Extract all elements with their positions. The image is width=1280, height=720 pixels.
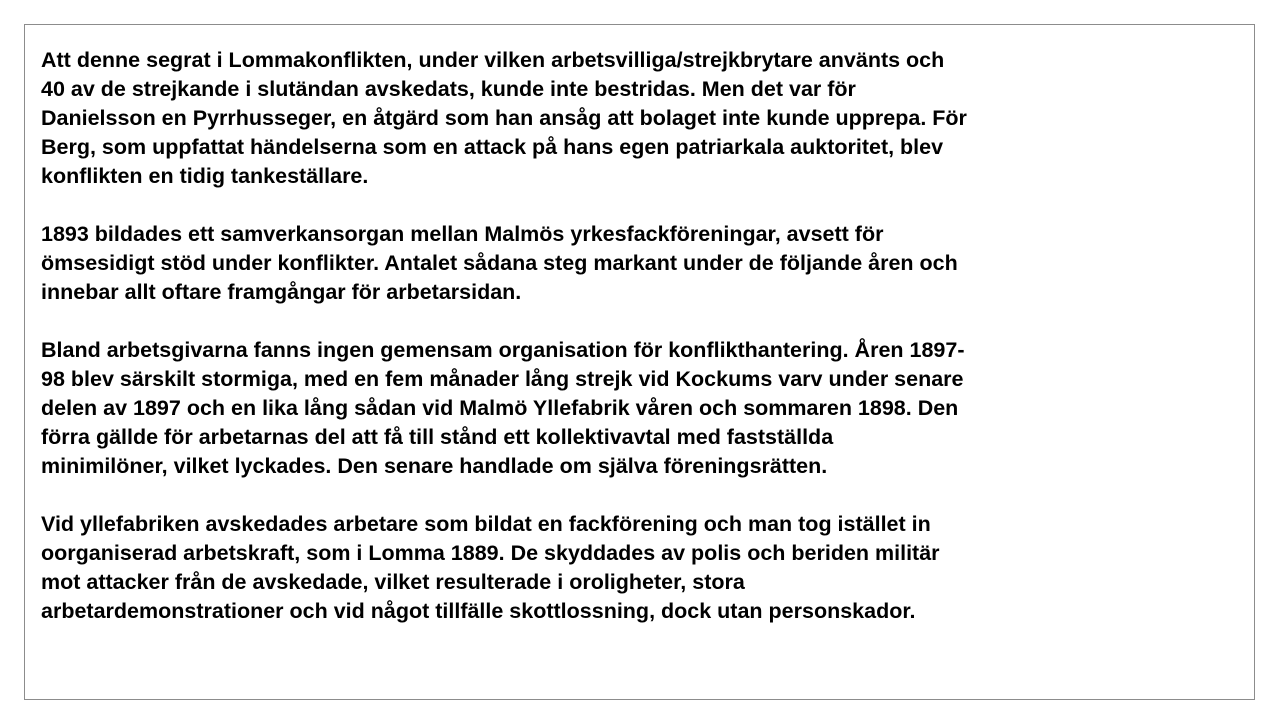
paragraph-line: Danielsson en Pyrrhusseger, en åtgärd som han ansåg att bolaget inte kunde upprepa. För xyxy=(41,106,967,130)
paragraph-line: innebar allt oftare framgångar för arbetarsidan. xyxy=(41,280,522,304)
paragraph-line: 1893 bildades ett samverkansorgan mellan Malmös yrkesfackföreningar, avsett för xyxy=(41,222,884,246)
paragraph-line: ömsesidigt stöd under konflikter. Antalet sådana steg markant under de följande åren och xyxy=(41,251,958,275)
body-text xyxy=(41,46,1251,655)
paragraph-line: 40 av de strejkande i slutändan avskedats, kunde inte bestridas. Men det var för xyxy=(41,77,856,101)
paragraph-line: minimilöner, vilket lyckades. Den senare handlade om själva föreningsrätten. xyxy=(41,454,828,478)
paragraph-4 xyxy=(41,510,1251,626)
paragraph-line: Att denne segrat i Lommakonflikten, under vilken arbetsvilliga/strejkbrytare använts och xyxy=(41,48,945,72)
paragraph-1 xyxy=(41,46,1251,191)
paragraph-line: arbetardemonstrationer och vid något tillfälle skottlossning, dock utan personskador. xyxy=(41,599,916,623)
paragraph-line: oorganiserad arbetskraft, som i Lomma 1889. De skyddades av polis och beriden militär xyxy=(41,541,940,565)
paragraph-line: Vid yllefabriken avskedades arbetare som bildat en fackförening och man tog istället in xyxy=(41,512,931,536)
paragraph-line: 98 blev särskilt stormiga, med en fem månader lång strejk vid Kockums varv under senare xyxy=(41,367,964,391)
paragraph-line: delen av 1897 och en lika lång sådan vid Malmö Yllefabrik våren och sommaren 1898. Den xyxy=(41,396,959,420)
paragraph-line: Bland arbetsgivarna fanns ingen gemensam organisation för konflikthantering. Åren 1897- xyxy=(41,338,965,362)
text-box xyxy=(24,24,1255,700)
paragraph-3 xyxy=(41,336,1251,481)
paragraph-line: Berg, som uppfattat händelserna som en attack på hans egen patriarkala auktoritet, blev xyxy=(41,135,944,159)
paragraph-line: förra gällde för arbetarnas del att få till stånd ett kollektivavtal med fastställda xyxy=(41,425,834,449)
paragraph-line: konflikten en tidig tankeställare. xyxy=(41,164,369,188)
paragraph-2 xyxy=(41,220,1251,307)
paragraph-line: mot attacker från de avskedade, vilket resulterade i oroligheter, stora xyxy=(41,570,745,594)
